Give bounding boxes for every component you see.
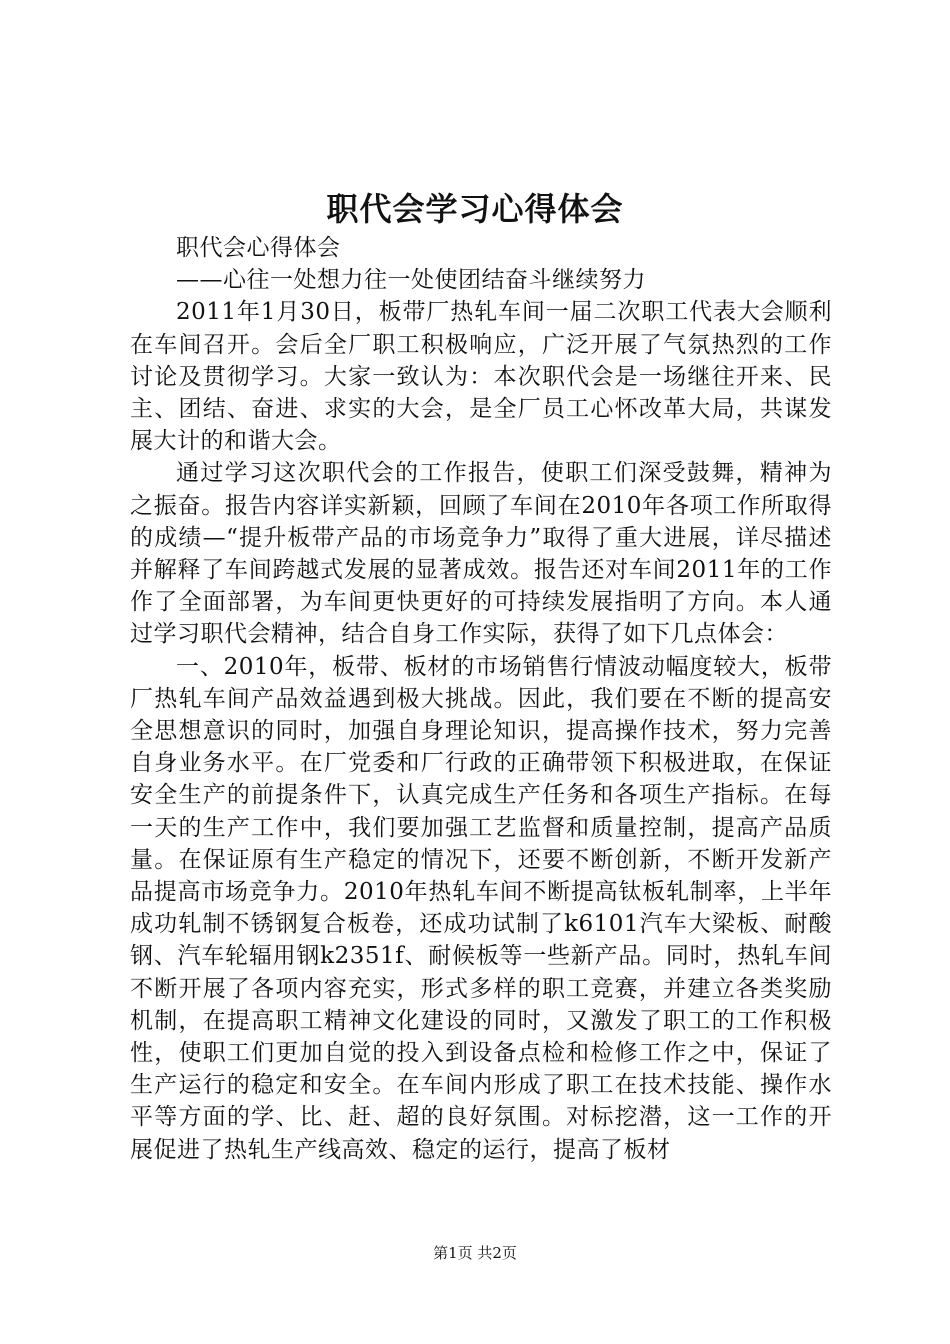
page-footer: 第1页 共2页: [433, 1244, 517, 1262]
subtitle-slogan: ——心往一处想力往一处使团结奋斗继续努力: [176, 267, 646, 294]
paragraph-report: 通过学习这次职代会的工作报告，使职工们深受鼓舞，精神为之振奋。报告内容详实新颖，回顾了车间在2010年各项工作所取得的成绩—“提升板带产品的市场竞争力”取得了重大进展，详尽描述并解释了车间跨越式发展的显著成效。报告还对车间2011年的工作作了全面部署，为车间更快更好的可持续发展指明了方向。本人通过学习职代会精神，结合自身工作实际，获得了如下几点体会：: [130, 460, 832, 648]
paragraph-intro: 2011年1月30日，板带厂热轧车间一届二次职工代表大会顺利在车间召开。会后全厂职工积极响应，广泛开展了气氛热烈的工作讨论及贯彻学习。大家一致认为：本次职代会是一场继往开来、民主、团结、奋进、求实的大会，是全厂员工心怀改革大局，共谋发展大计的和谐大会。: [130, 299, 832, 455]
document-body: [130, 232, 832, 1166]
paragraph-point-one: 一、2010年，板带、板材的市场销售行情波动幅度较大，板带厂热轧车间产品效益遇到极大挑战。因此，我们要在不断的提高安全思想意识的同时，加强自身理论知识，提高操作技术，努力完善自身业务水平。在厂党委和厂行政的正确带领下积极进取，在保证安全生产的前提条件下，认真完成生产任务和各项生产指标。在每一天的生产工作中，我们要加强工艺监督和质量控制，提高产品质量。在保证原有生产稳定的情况下，还要不断创新，不断开发新产品提高市场竞争力。2010年热轧车间不断提高钛板轧制率，上半年成功轧制不锈钢复合板卷，还成功试制了k6101汽车大梁板、耐酸钢、汽车轮辐用钢k2351f、耐候板等一些新产品。同时，热轧车间不断开展了各项内容充实，形式多样的职工竞赛，并建立各类奖励机制，在提高职工精神文化建设的同时，又激发了职工的工作积极性，使职工们更加自觉的投入到设备点检和检修工作之中，保证了生产运行的稳定和安全。在车间内形成了职工在技术技能、操作水平等方面的学、比、赶、超的良好氛围。对标挖潜，这一工作的开展促进了热轧生产线高效、稳定的运行，提高了板材: [130, 653, 832, 1163]
subtitle-heading: 职代会心得体会: [176, 235, 341, 261]
document-title: 职代会学习心得体会: [326, 190, 624, 228]
